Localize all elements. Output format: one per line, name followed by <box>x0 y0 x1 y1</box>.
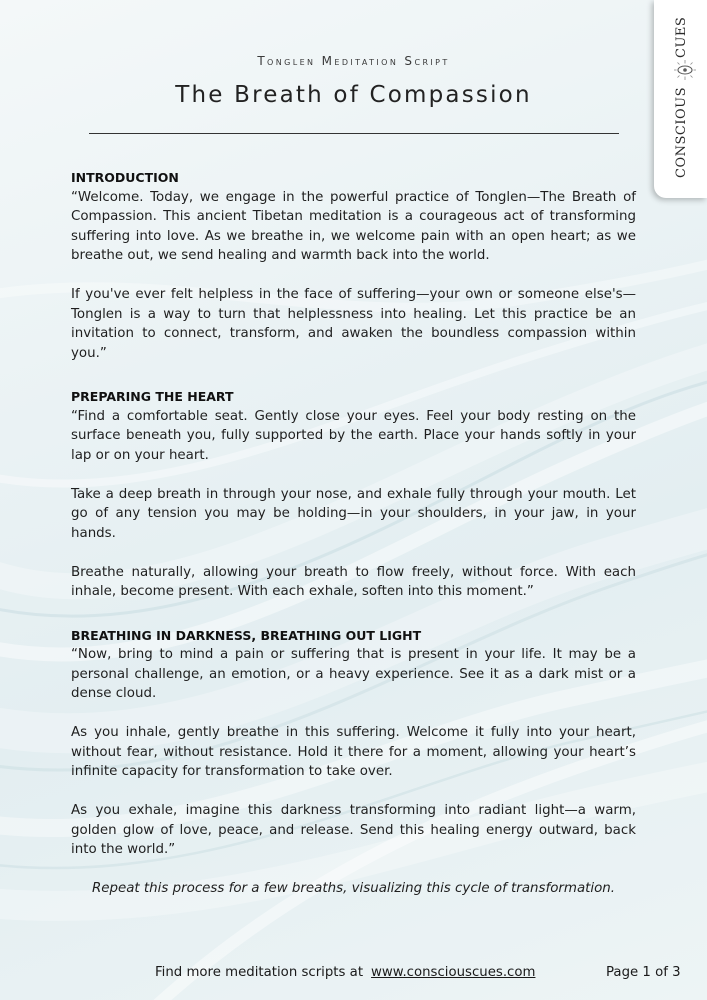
section-breathing <box>71 626 636 899</box>
page-number: Page 1 of 3 <box>606 965 681 980</box>
instruction-note: Repeat this process for a few breaths, visualizing this cycle of transformation. <box>91 880 616 896</box>
logo-text-conscious: CONSCIOUS <box>674 87 689 178</box>
paragraph: Breathe naturally, allowing your breath to flow freely, without force. With each inhale, become present. With each exhale, soften into this moment.” <box>71 564 636 599</box>
section-heading: INTRODUCTION <box>71 170 179 185</box>
paragraph: “Now, bring to mind a pain or suffering that is present in your life. It may be a personal challenge, an emotion, or a heavy experience. See it as a dark mist or a dense cloud. <box>71 647 636 701</box>
title-divider <box>89 133 619 134</box>
section-heading: PREPARING THE HEART <box>71 389 234 404</box>
section-introduction <box>71 168 636 363</box>
footer-find-text: Find more meditation scripts at <box>155 965 364 980</box>
paragraph: “Find a comfortable seat. Gently close your eyes. Feel your body resting on the surface beneath you, fully supported by the earth. Place your hands softly in your lap or on your heart. <box>71 408 636 463</box>
document-body <box>71 168 636 922</box>
section-preparing-the-heart <box>71 387 636 602</box>
paragraph: If you've ever felt helpless in the face of suffering—your own or someone else's—Tonglen is a way to turn that helplessness into healing. Let this practice be an invitation to connect, transform, and awaken the boundless compassion within you.” <box>71 287 636 361</box>
footer-website-link[interactable]: www.consciouscues.com <box>371 965 536 980</box>
document-title: The Breath of Compassion <box>175 82 532 108</box>
paragraph: “Welcome. Today, we engage in the powerful practice of Tonglen—The Breath of Compassion. This ancient Tibetan meditation is a courageous act of transforming suffering into love. As we breathe in, we welcome pain with an open heart; as we breathe out, we send healing and warmth back into the world. <box>71 189 636 263</box>
document-kicker: Tonglen Meditation Script <box>257 54 450 68</box>
section-heading: BREATHING IN DARKNESS, BREATHING OUT LIGHT <box>71 627 422 643</box>
paragraph: As you exhale, imagine this darkness transforming into radiant light—a warm, golden glow of love, peace, and release. Send this healing energy outward, back into the world.” <box>71 803 636 857</box>
paragraph: As you inhale, gently breathe in this suffering. Welcome it fully into your heart, without fear, without resistance. Hold it there for a moment, allowing your heart’s infinite capacity for transformation to take over. <box>71 725 636 779</box>
paragraph: Take a deep breath in through your nose, and exhale fully through your mouth. Let go of any tension you may be holding—in your shoulders, in your jaw, in your hands. <box>71 486 636 541</box>
footer-promo <box>155 965 535 980</box>
logo-text-cues: CUES <box>674 16 689 58</box>
